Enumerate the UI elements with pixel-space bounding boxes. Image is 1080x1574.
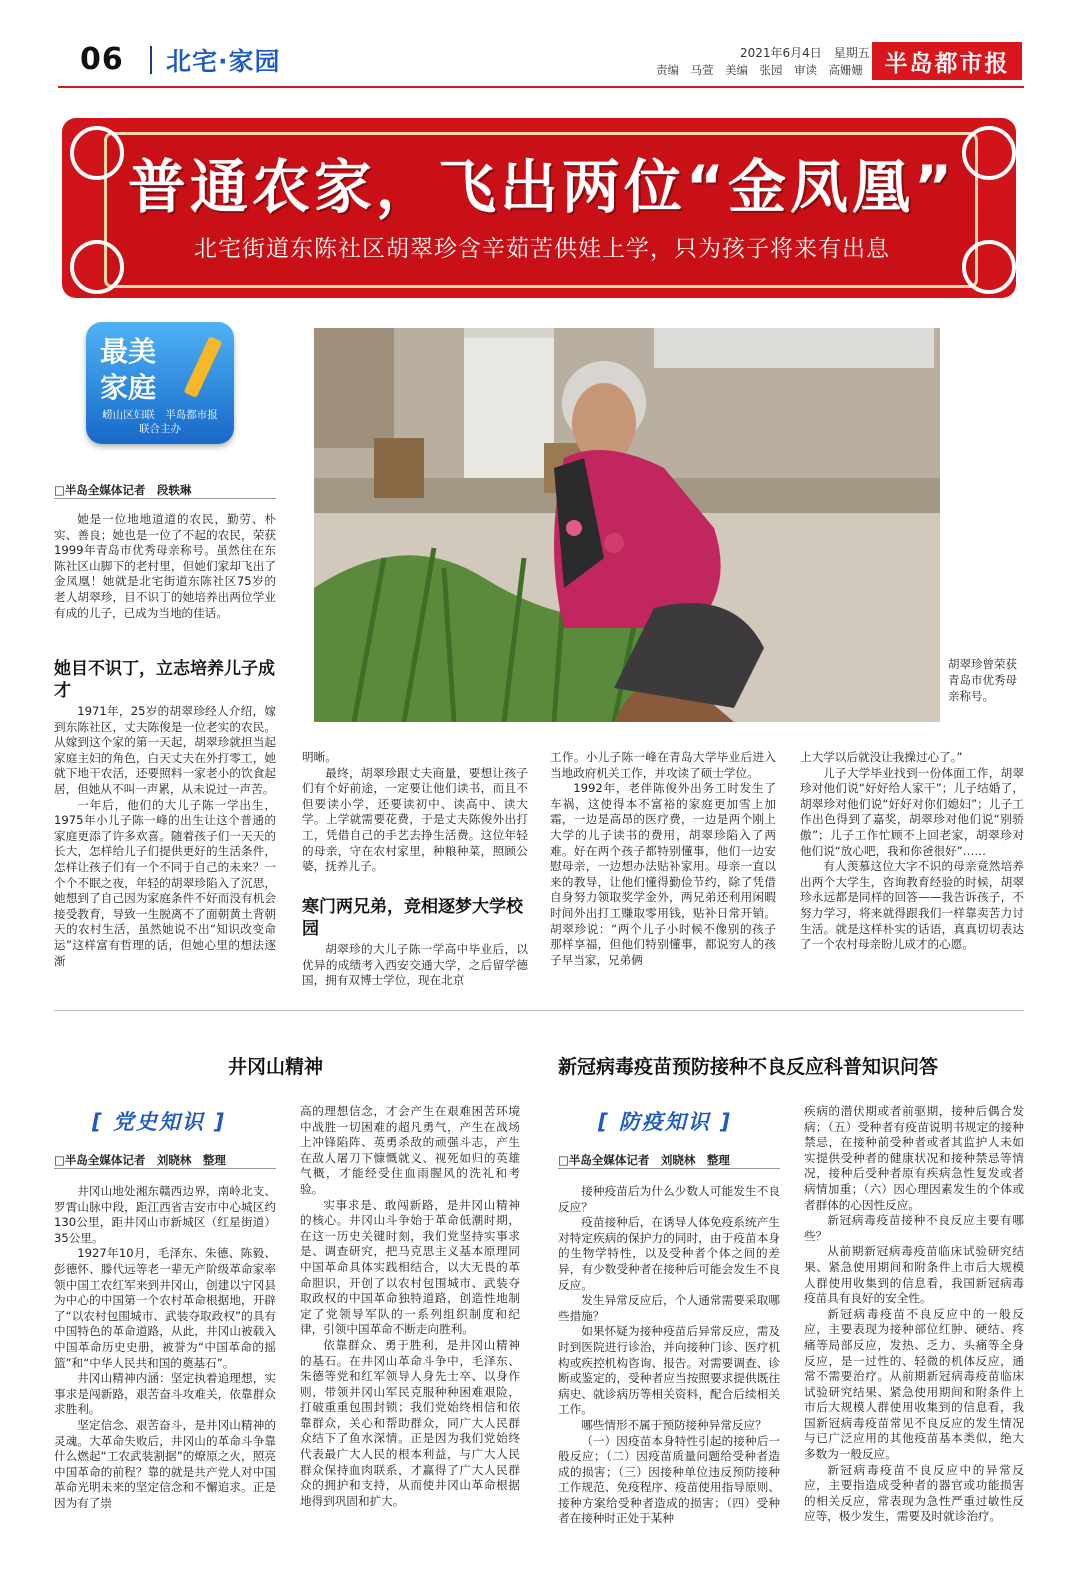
history-tag: [ 党史知识 ] xyxy=(92,1110,226,1134)
headline: 普通农家，飞出两位“金凤凰” xyxy=(127,153,957,221)
paragraph: 儿子大学毕业找到一份体面工作，胡翠珍对他们说“好好给人家干”；儿子结婚了，胡翠珍对他们说“好好对你们媳妇”；儿子工作出色得到了嘉奖，胡翠珍对他们说“别骄傲”；儿子工作忙顾不上回老家，胡翠珍对他们说“放心吧，我和你爸很好”…… xyxy=(800,765,1024,858)
paragraph: 坚定信念、艰苦奋斗，是井冈山精神的灵魂。大革命失败后，井冈山的革命斗争靠什么燃起“工农武装割据”的燎原之火，照亮中国革命的前程？靠的就是共产党人对中国革命光明未来的坚定信念和不懈追求。正是因为有了崇 xyxy=(54,1417,276,1510)
section-title: 北宅·家园 xyxy=(166,47,281,76)
byline-rule xyxy=(54,1168,276,1169)
paragraph: 一年后，他们的大儿子陈一学出生，1975年小儿子陈一峰的出生让这个普通的家庭更添了许多欢喜。随着孩子们一天天的长大，怎样给儿子们提供更好的生活条件，怎样让孩子们有一个不同于自己的未来？一个个不眠之夜，年轻的胡翠珍陷入了沉思，她想到了自己因为家庭条件不好而没有机会接受教育，导致一生脱离不了面朝黄土背朝天的农村生活，虽然她说不出“知识改变命运”这样富有哲理的话，但她心里的想法逐渐 xyxy=(54,797,276,968)
badge-organizers xyxy=(92,408,228,436)
paragraph: 有人羡慕这位大字不识的母亲竟然培养出两个大学生，咨询教育经验的时候，胡翠珍永远都是同样的回答——我告诉孩子，不努力学习，将来就得跟我们一样靠卖苦力讨生活。就是这样朴实的话语，真真切切表达了一个农村母亲盼儿成才的心愿。 xyxy=(800,859,1024,952)
page-number: 06 xyxy=(80,42,124,77)
paragraph: 1992年，老伴陈俊外出务工时发生了车祸，这使得本不富裕的家庭更加雪上加霜，一边是高昂的医疗费，一边是两个刚上大学的儿子读书的费用，胡翠珍陷入了两难。好在两个孩子都特别懂事，他们一边安慰母亲，一边想办法贴补家用。母亲一直以来的教导，让他们懂得勤俭节约，除了凭借自身努力领取奖学金外，两兄弟还利用闲暇时间外出打工赚取零用钱，贴补日常开销。胡翠珍说：“两个儿子小时候不像别的孩子那样享福，但他们特别懂事，都说穷人的孩子早当家，兄弟俩 xyxy=(550,781,776,967)
question: 哪些情形不属于预防接种异常反应？ xyxy=(581,1417,767,1432)
paragraph: 新冠病毒疫苗不良反应中的一般反应，主要表现为接种部位红肿、硬结、疼痛等局部反应，发热、乏力、头痛等全身反应，是一过性的、轻微的机体反应，通常不需要治疗。从前期新冠病毒疫苗临床试验研究结果、紧急使用期间和附条件上市后大规模人群使用收集到的信息看，我国新冠病毒疫苗常见不良反应的发生情况与已广泛应用的其他疫苗基本类似，绝大多数为一般反应。 xyxy=(804,1306,1024,1462)
paragraph: 1971年，25岁的胡翠珍经人介绍，嫁到东陈社区，丈夫陈俊是一位老实的农民。从嫁到这个家的第一天起，胡翠珍就担当起家庭主妇的角色，白天丈夫在外打零工，她就下地干农活，还要照料一家老小的饮食起居，但她从不叫一声累，从未说过一声苦。 xyxy=(54,704,276,796)
history-byline: □半岛全媒体记者 刘晓林 整理 xyxy=(54,1153,226,1167)
paragraph: 井冈山精神内涵：坚定执着追理想，实事求是闯新路，艰苦奋斗攻难关，依靠群众求胜利。 xyxy=(54,1371,276,1417)
badge-title-line2: 家庭 xyxy=(100,371,157,404)
badge-organizers-line1: 崂山区妇联 半岛都市报 xyxy=(102,409,218,421)
paragraph: 工作。小儿子陈一峰在青岛大学毕业后进入当地政府机关工作，并攻读了硕士学位。 xyxy=(550,750,776,780)
photo-illustration xyxy=(314,328,940,722)
paragraph: 如果怀疑为接种疫苗后异常反应，需及时到医院进行诊治，并向接种门诊、医疗机构或疾控机构咨询、报告。对需要调查、诊断或鉴定的，受种者应当按照要求提供既往病史、就诊病历等相关资料，配合后续相关工作。 xyxy=(558,1324,780,1417)
paragraph: 高的理想信念，才会产生在艰难困苦环境中战胜一切困难的超凡勇气，产生在战场上冲锋陷阵、英勇杀敌的顽强斗志，产生在敌人屠刀下慷慨就义、视死如归的英雄气概，才能经受住血雨腥风的洗礼和考验。 xyxy=(300,1104,520,1196)
paragraph: 疫苗接种后，在诱导人体免疫系统产生对特定疾病的保护力的同时，由于疫苗本身的生物学特性，以及受种者个体之间的差异，有少数受种者在接种后可能会发生不良反应。 xyxy=(558,1215,780,1292)
question: 接种疫苗后为什么少数人可能发生不良反应？ xyxy=(558,1184,780,1214)
main-col3 xyxy=(550,750,776,968)
vaccine-tag: [ 防疫知识 ] xyxy=(598,1110,732,1134)
paragraph: 最终，胡翠珍跟丈夫商量，要想让孩子们有个好前途，一定要让他们读书，而且不但要读小学，还要读初中、读高中、读大学。上学就需要花费，于是丈夫陈俊外出打工，凭借自己的手艺去挣生活费。这位年轻的母亲，守在农村家里，种粮种菜，照顾公婆，抚养儿子。 xyxy=(302,765,528,874)
main-col2-cont xyxy=(302,942,528,989)
byline-rule xyxy=(558,1168,780,1169)
main-col2 xyxy=(302,750,528,875)
date-line: 2021年6月4日 星期五 xyxy=(740,46,870,60)
paragraph: 实事求是、敢闯新路，是井冈山精神的核心。井冈山斗争始于革命低潮时期，在这一历史关键时刻，我们党坚持实事求是、调查研究，把马克思主义基本原理同中国革命具体实践相结合，以大无畏的革命胆识，开创了以农村包围城市、武装夺取政权的中国革命独特道路，创造性地制定了党领导军队的一系列组织制度和纪律，引领中国革命不断走向胜利。 xyxy=(300,1197,520,1337)
photo-woman-tending-plants xyxy=(314,328,940,722)
paragraph: （一）因疫苗本身特性引起的接种后一般反应；（二）因疫苗质量问题给受种者造成的损害；（三）因接种单位违反预防接种工作规范、免疫程序、疫苗使用指导原则、接种方案给受种者造成的损害；（四）受种者在接种时正处于某种 xyxy=(558,1433,780,1526)
subheadline: 北宅街道东陈社区胡翠珍含辛茹苦供娃上学，只为孩子将来有出息 xyxy=(194,236,890,262)
paragraph: 疾病的潜伏期或者前驱期，接种后偶合发病；（五）受种者有疫苗说明书规定的接种禁忌，在接种前受种者或者其监护人未如实提供受种者的健康状况和接种禁忌等情况，接种后受种者原有疾病急性复发或者病情加重；（六）因心理因素发生的个体或者群体的心因性反应。 xyxy=(804,1104,1024,1212)
paragraph: 1927年10月，毛泽东、朱德、陈毅、彭德怀、滕代远等老一辈无产阶级革命家率领中国工农红军来到井冈山，创建以宁冈县为中心的中国第一个农村革命根据地，开辟了“以农村包围城市、武装夺取政权”的具有中国特色的革命道路，从此，井冈山被载入中国革命历史史册，被誉为“中国革命的摇篮”和“中华人民共和国的奠基石”。 xyxy=(54,1246,276,1370)
main-lead xyxy=(54,512,276,621)
lead-paragraph: 她是一位地地道道的农民，勤劳、朴实、善良；她也是一位了不起的农民，荣获1999年青岛市优秀母亲称号。虽然住在东陈社区山脚下的老村里，但她们家却飞出了金凤凰！她就是北宅街道东陈社区75岁的老人胡翠珍，目不识丁的她培养出两位学业有成的儿子，已成为当地的佳话。 xyxy=(54,512,276,620)
paragraph: 井冈山地处湘东赣西边界，南岭北支、罗霄山脉中段，距江西省吉安市中心城区约130公里，距井冈山市新城区（红星街道）35公里。 xyxy=(54,1184,276,1245)
paragraph: 从前期新冠病毒疫苗临床试验研究结果、紧急使用期间和附条件上市后大规模人群使用收集到的信息看，我国新冠病毒疫苗具有良好的安全性。 xyxy=(804,1244,1024,1306)
vaccine-col1 xyxy=(558,1184,780,1527)
subhead-1: 她目不识丁，立志培养儿子成才 xyxy=(54,659,275,701)
masthead-rule xyxy=(58,86,1024,88)
history-title: 井冈山精神 xyxy=(228,1056,324,1078)
newspaper-logo: 半岛都市报 xyxy=(872,42,1022,80)
main-col4 xyxy=(800,750,1024,953)
vaccine-byline: □半岛全媒体记者 刘晓林 整理 xyxy=(558,1153,730,1167)
byline-rule xyxy=(54,498,276,499)
section-divider xyxy=(54,1010,1024,1011)
question: 新冠病毒疫苗接种不良反应主要有哪些？ xyxy=(804,1213,1024,1243)
main-col1 xyxy=(54,704,276,969)
paragraph: 上大学以后就没让我操过心了。” xyxy=(800,750,963,764)
paragraph: 新冠病毒疫苗不良反应中的异常反应，主要指造成受种者的器官或功能损害的相关反应，常表现为急性严重过敏性反应等，极少发生，需要及时就诊治疗。 xyxy=(804,1462,1024,1524)
vaccine-title: 新冠病毒疫苗预防接种不良反应科普知识问答 xyxy=(558,1056,939,1078)
editors-line: 责编 马萱 美编 张园 审读 高姗姗 xyxy=(656,63,863,77)
paragraph: 依靠群众、勇于胜利，是井冈山精神的基石。在井冈山革命斗争中，毛泽东、朱德等党和红军领导人身先士卒、以身作则，带领井冈山军民克服种种困难艰险，打破重重包围封锁；我们党始终相信和依靠群众，关心和帮助群众，同广大人民群众结下了鱼水深情。正是因为我们党始终代表最广大人民的根本利益，与广大人民群众保持血肉联系，才赢得了广大人民群众的拥护和支持，从而使井冈山革命根据地得到巩固和扩大。 xyxy=(300,1337,520,1508)
subhead-2: 寒门两兄弟，竞相逐梦大学校园 xyxy=(302,897,523,939)
badge-title-line1: 最美 xyxy=(100,335,157,368)
badge-organizers-line2: 联合主办 xyxy=(139,423,181,435)
paragraph: 胡翠珍的大儿子陈一学高中毕业后，以优异的成绩考入西安交通大学，之后留学德国，拥有双博士学位，现在北京 xyxy=(302,942,528,988)
photo-caption: 胡翠珍曾荣获青岛市优秀母亲称号。 xyxy=(948,657,1017,703)
question: 发生异常反应后，个人通常需要采取哪些措施？ xyxy=(558,1293,780,1323)
masthead-divider xyxy=(150,46,152,74)
paragraph: 明晰。 xyxy=(302,750,337,764)
vaccine-col2 xyxy=(804,1104,1024,1525)
main-byline: □半岛全媒体记者 段轶琳 xyxy=(54,483,192,497)
history-col1 xyxy=(54,1184,276,1511)
history-col2 xyxy=(300,1104,520,1509)
